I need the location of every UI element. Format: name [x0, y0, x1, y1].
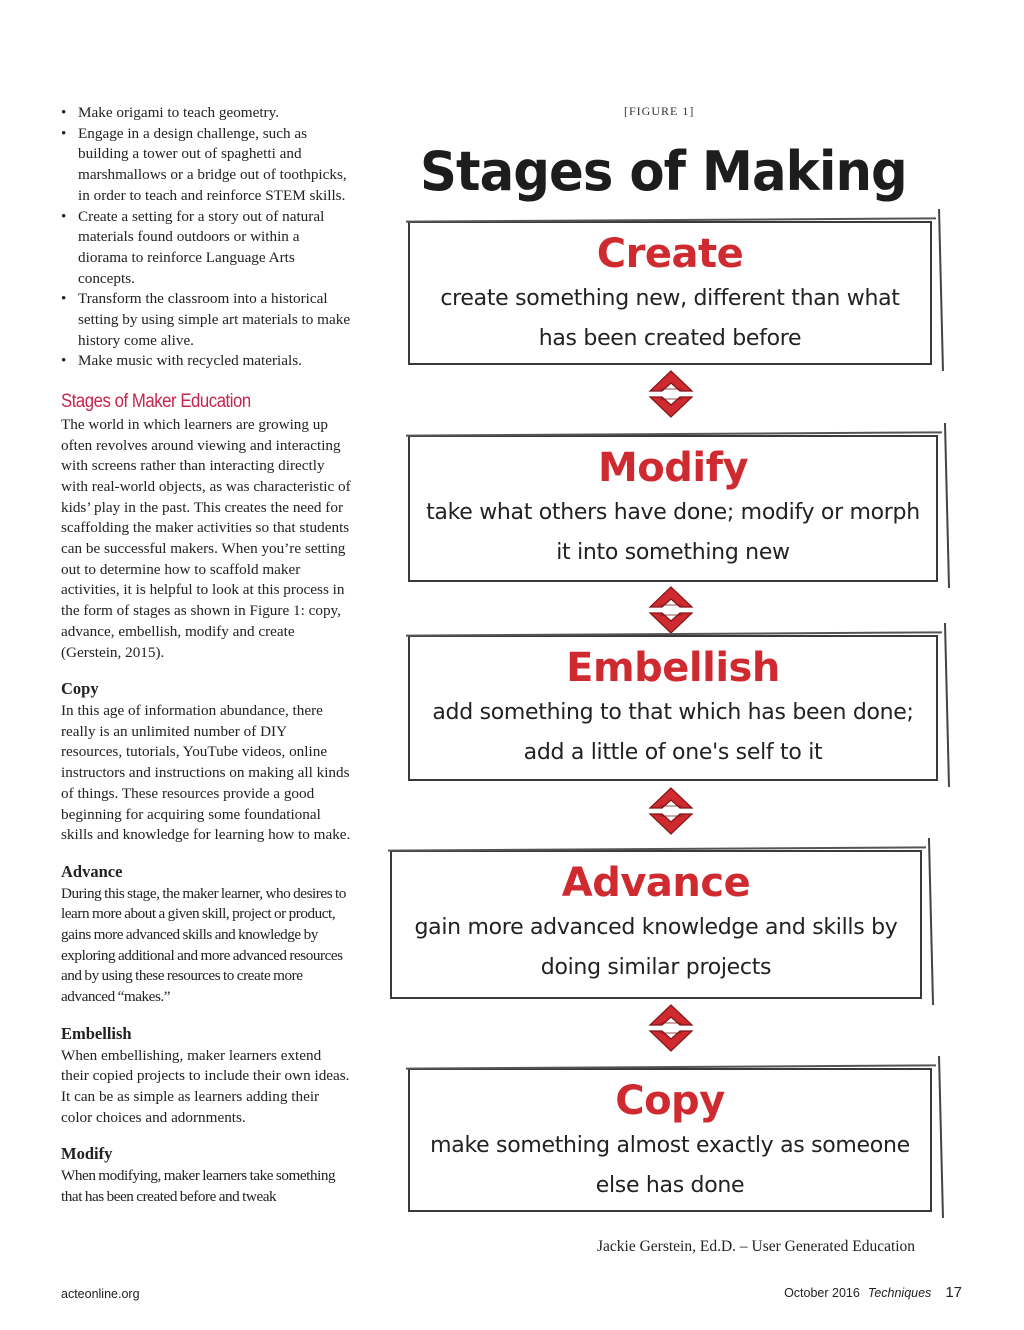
footer-site: acteonline.org — [61, 1287, 140, 1301]
stage-create-box — [408, 221, 932, 365]
footer-issue — [784, 1284, 962, 1301]
article-left-column — [61, 103, 351, 1207]
intro-paragraph: The world in which learners are growing up often revolves around viewing and interacting with screens rather than interacting directly with real-world objects, as was characteristic of kids’ play in the past. This creates the need for scaffolding the maker activities so that students can be successful makers. When you’re setting out to determine how to scaffold maker activities, it is helpful to look at this process in the form of stages as shown in Figure 1: copy, advance, embellish, modify and create (Gerstein, 2015). — [61, 415, 351, 661]
stage-title: Embellish — [566, 645, 780, 691]
figure-label: [FIGURE 1] — [624, 104, 695, 118]
stage-title: Advance — [561, 860, 751, 906]
copy-paragraph: In this age of information abundance, there really is an unlimited number of DIY resources, tutorials, YouTube videos, online instructors and instructions on making all kinds of things. These resources provide a good beginning for acquiring some foundational skills and knowledge for learning how to make. — [61, 701, 351, 844]
list-item: • Make music with recycled materials. — [61, 351, 351, 372]
double-arrow-icon — [646, 585, 696, 635]
embellish-heading: Embellish — [61, 1023, 132, 1043]
figure-credit: Jackie Gerstein, Ed.D. – User Generated Education — [597, 1238, 916, 1255]
stage-description: create something new, different than what has been created before — [440, 286, 900, 351]
list-item: • Engage in a design challenge, such as building a tower out of spaghetti and marshmallows or a bridge out of toothpicks, in order to teach and reinforce STEM skills. — [61, 124, 351, 207]
stage-description: make something almost exactly as someone else has done — [430, 1133, 910, 1198]
stage-modify-box — [408, 435, 938, 582]
stage-description: gain more advanced knowledge and skills by doing similar projects — [414, 915, 898, 980]
advance-heading: Advance — [61, 861, 123, 881]
modify-heading: Modify — [61, 1144, 113, 1164]
list-item: • Make origami to teach geometry. — [61, 103, 351, 124]
stage-advance-box — [390, 850, 922, 999]
list-item: • Create a setting for a story out of natural materials found outdoors or within a diorama to reinforce Language Arts concepts. — [61, 207, 351, 290]
stage-description: take what others have done; modify or morph it into something new — [426, 500, 920, 565]
stage-title: Create — [596, 231, 744, 277]
footer-date: October 2016 — [784, 1286, 860, 1300]
activity-bullet-list — [61, 103, 351, 372]
figure-title: Stages of Making — [420, 140, 907, 203]
double-arrow-icon — [646, 786, 696, 836]
modify-paragraph: When modifying, maker learners take something that has been created before and tweak — [61, 1167, 336, 1205]
stage-copy-box — [408, 1068, 932, 1212]
footer-magazine: Techniques — [867, 1286, 932, 1300]
section-heading: Stages of Maker Education — [61, 391, 251, 413]
embellish-paragraph: When embellishing, maker learners extend their copied projects to include their own ideas. It can be as simple as learners adding their color choices and adornments. — [61, 1046, 350, 1126]
stage-embellish-box — [408, 635, 938, 781]
stage-title: Modify — [597, 445, 749, 491]
list-item: • Transform the classroom into a historical setting by using simple art materials to make history come alive. — [61, 289, 351, 351]
stage-description: add something to that which has been done; add a little of one's self to it — [432, 700, 914, 765]
double-arrow-icon — [646, 369, 696, 419]
page-number: 17 — [945, 1284, 962, 1301]
copy-heading: Copy — [61, 679, 99, 699]
stage-title: Copy — [615, 1078, 725, 1124]
advance-paragraph: During this stage, the maker learner, who desires to learn more about a given skill, project or product, gains more advanced skills and knowledge by exploring additional and more advanced resources and by using these resources to create more advanced “makes.” — [61, 884, 346, 1006]
double-arrow-icon — [646, 1003, 696, 1053]
